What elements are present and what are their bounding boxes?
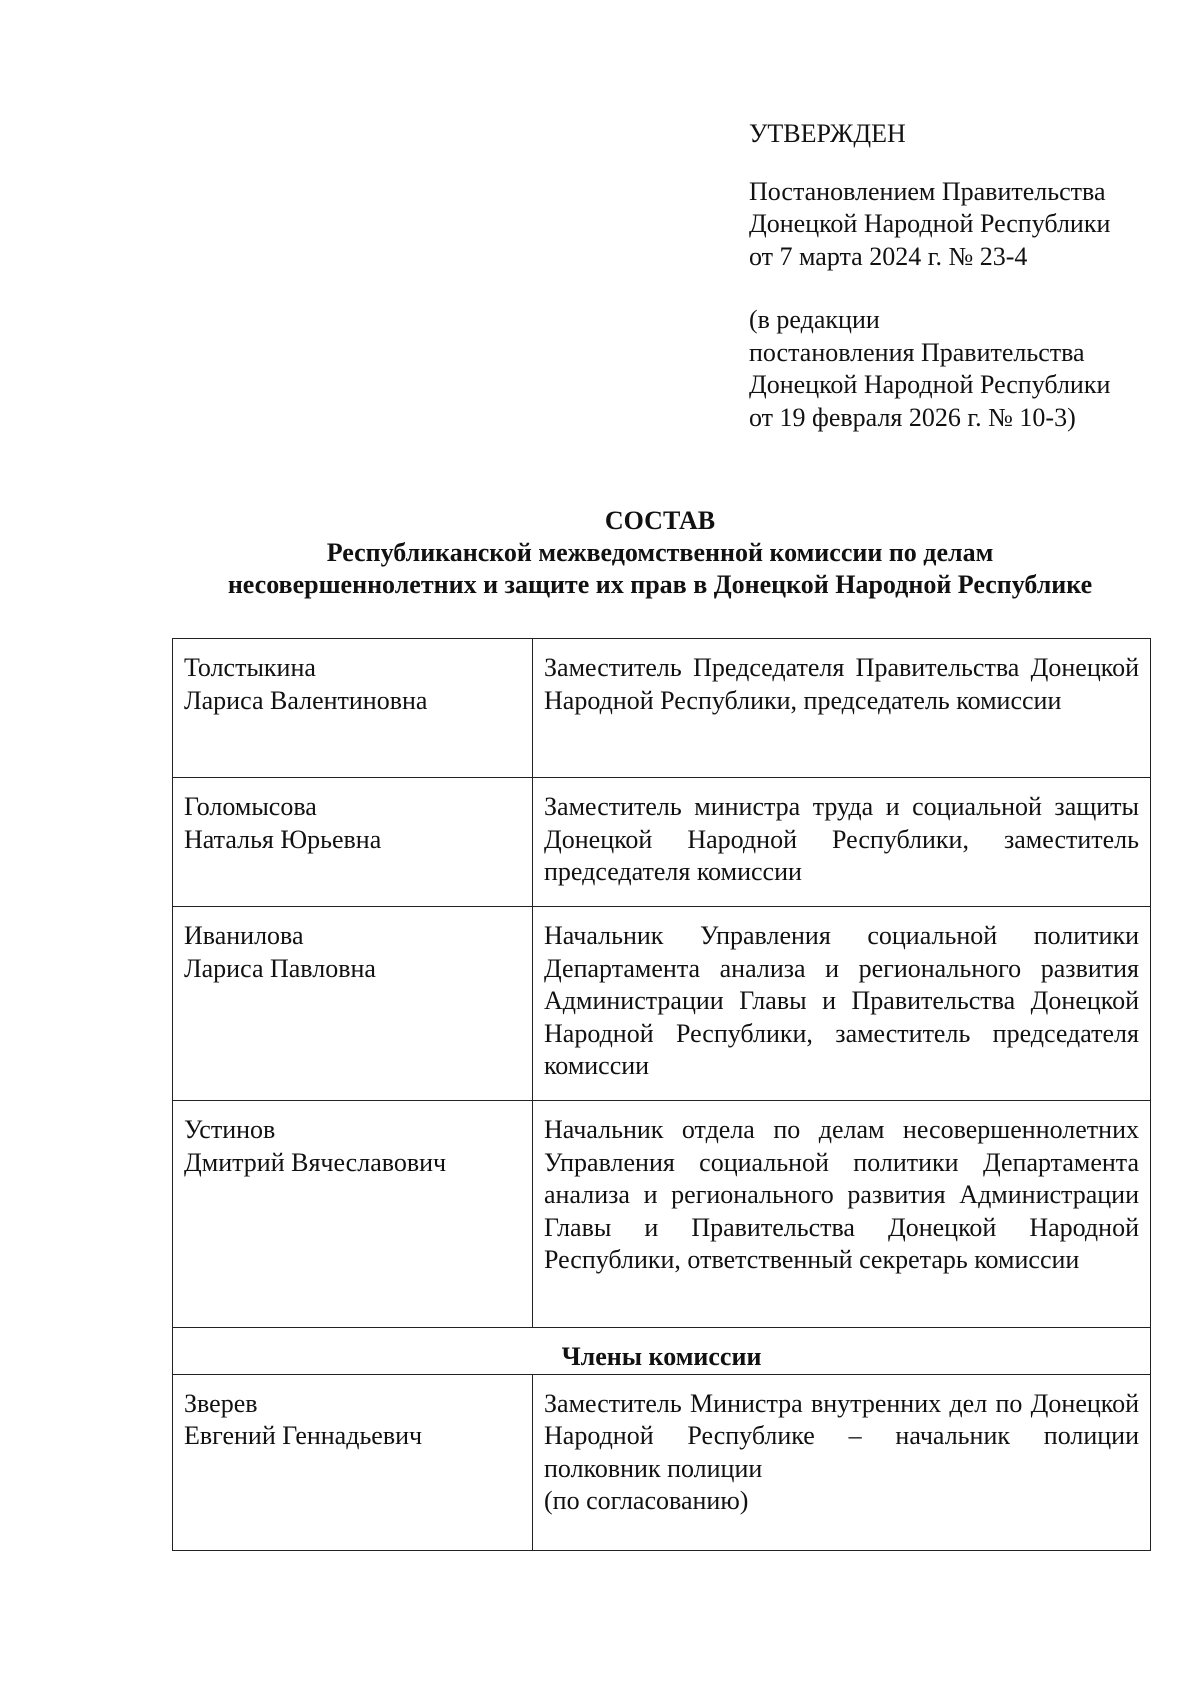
member-name-cell: [173, 1101, 533, 1328]
member-surname: Зверев: [184, 1388, 258, 1418]
member-note: (по согласованию): [544, 1486, 749, 1515]
member-surname: Толстыкина: [184, 653, 316, 682]
member-role-cell: [533, 778, 1151, 907]
decree-line: Донецкой Народной Республики: [749, 209, 1111, 238]
member-role: Заместитель министра труда и социальной защиты Донецкой Народной Республики, заместитель председателя комиссии: [544, 792, 1139, 886]
member-role-cell: [533, 907, 1151, 1101]
approval-block: [749, 118, 1169, 434]
member-role-cell: [533, 1374, 1151, 1550]
table-row: [173, 1101, 1151, 1328]
amendment-line: постановления Правительства: [749, 337, 1085, 367]
member-given-name: Лариса Павловна: [184, 953, 376, 983]
member-given-name: Евгений Геннадьевич: [184, 1421, 423, 1450]
section-row: [173, 1328, 1151, 1375]
approval-stamp: УТВЕРЖДЕН: [749, 119, 906, 148]
member-role-cell: [533, 639, 1151, 778]
title-line: Республиканской межведомственной комиссии по делам: [326, 538, 994, 567]
member-name-cell: [173, 907, 533, 1101]
section-label: Члены комиссии: [173, 1328, 1151, 1375]
decree-line: от 7 марта 2024 г. № 23-4: [749, 241, 1028, 271]
member-role-cell: [533, 1101, 1151, 1328]
member-role: Заместитель Председателя Правительства Донецкой Народной Республики, председатель комиссии: [544, 653, 1139, 715]
amendment-line: Донецкой Народной Республики: [749, 370, 1111, 399]
title-line: несовершеннолетних и защите их прав в Донецкой Народной Республике: [227, 570, 1093, 599]
composition-table: [172, 638, 1151, 1551]
member-surname: Голомысова: [184, 792, 317, 821]
member-name-cell: [173, 778, 533, 907]
title-heading: СОСТАВ: [604, 506, 716, 535]
decree-line: Постановлением Правительства: [749, 176, 1106, 206]
member-given-name: Наталья Юрьевна: [184, 824, 382, 854]
member-role: Начальник Управления социальной политики Департамента анализа и регионального развития Администрации Главы и Правительства Донецкой Народной Республики, заместитель председателя комиссии: [544, 921, 1139, 1080]
table-row: [173, 778, 1151, 907]
table-row: [173, 639, 1151, 778]
member-role: Начальник отдела по делам несовершеннолетних Управления социальной политики Департамента анализа и регионального развития Администрации Главы и Правительства Донецкой Народной Республики, ответственный секретарь комиссии: [544, 1115, 1139, 1274]
document-title: [100, 505, 1200, 601]
member-surname: Устинов: [184, 1115, 276, 1144]
member-name-cell: [173, 1374, 533, 1550]
member-surname: Иванилова: [184, 921, 304, 950]
member-given-name: Лариса Валентиновна: [184, 685, 428, 715]
table-row: [173, 1374, 1151, 1550]
table-row: [173, 907, 1151, 1101]
member-name-cell: [173, 639, 533, 778]
member-role: Заместитель Министра внутренних дел по Донецкой Народной Республике – начальник полиции полковник полиции: [544, 1388, 1139, 1483]
amendment-line: (в редакции: [749, 305, 880, 334]
member-given-name: Дмитрий Вячеславович: [184, 1147, 447, 1177]
amendment-line: от 19 февраля 2026 г. № 10-3): [749, 402, 1076, 432]
